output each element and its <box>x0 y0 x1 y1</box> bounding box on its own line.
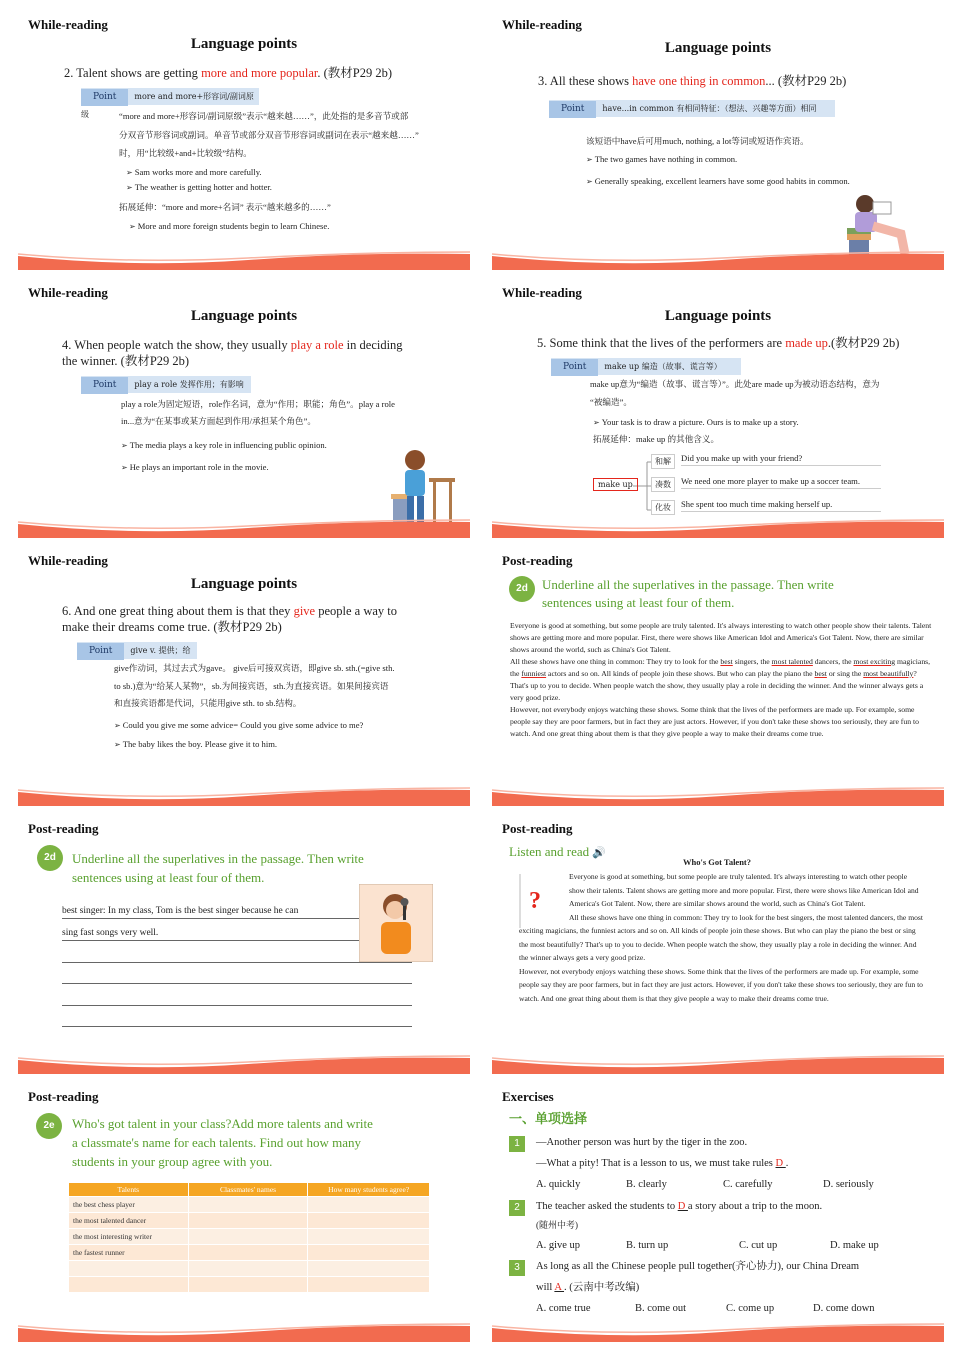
mindmap-example: She spent too much time making herself up. <box>681 498 881 512</box>
instruction: Who's got talent in your class?Add more talents and write a classmate's name for each talents. Find out how many students in your group agree with you. <box>72 1116 373 1169</box>
heading: 3. All these shows have one thing in common... (教材P29 2b) <box>538 74 847 88</box>
body-line: to sb.)意为“给某人某物”，sb.为间接宾语，sth.为直接宾语。如果间接宾语 <box>114 681 389 691</box>
slide-title: Language points <box>664 308 772 324</box>
answer-line: sing fast songs very well. <box>62 928 159 938</box>
extension: 拓展延伸：make up 的其他含义。 <box>593 434 720 444</box>
wave-decoration <box>492 1054 944 1074</box>
talent-cell[interactable] <box>69 1261 189 1277</box>
slide-6[interactable] <box>483 544 953 806</box>
answer: D <box>775 1158 786 1169</box>
example: ➢ Sam works more and more carefully. <box>126 166 262 179</box>
section-label: Post-reading <box>502 553 573 568</box>
option[interactable]: A. give up <box>536 1240 581 1251</box>
slide-title: Language points <box>190 308 298 324</box>
slide-title: Language points <box>190 36 298 52</box>
mindmap-example: We need one more player to make up a soccer team. <box>681 475 881 489</box>
heading: 5. Some think that the lives of the performers are made up.(教材P29 2b) <box>537 336 900 350</box>
section-label: While-reading <box>28 285 108 300</box>
point-bar: Point make up 编造（故事、谎言等） <box>551 358 741 375</box>
count-cell[interactable] <box>308 1213 430 1229</box>
name-cell[interactable] <box>188 1277 308 1293</box>
wave-decoration <box>492 786 944 806</box>
body-line: 和直接宾语都是代词，只能用give sth. to sb.结构。 <box>114 698 302 708</box>
table-row <box>69 1229 430 1245</box>
speaker-icon[interactable]: 🔊 <box>592 847 607 859</box>
section-label: Exercises <box>502 1089 554 1104</box>
question-text: The teacher asked the students to D a story about a trip to the moon. <box>536 1201 823 1212</box>
example: ➢ The media plays a key role in influencing public opinion. <box>121 439 327 452</box>
option[interactable]: D. make up <box>830 1240 879 1251</box>
exercise-badge: 2e <box>36 1113 62 1139</box>
mindmap-node: 和解 <box>651 454 675 469</box>
name-cell[interactable] <box>188 1261 308 1277</box>
table-header: Classmates' names <box>188 1183 308 1197</box>
wave-decoration <box>18 1322 470 1342</box>
superlative: most talented <box>771 657 813 666</box>
paragraph: However, not everybody enjoys watching these shows. Some think that the lives of the performers are made up. For example, some people say they are poor farmers, but in fact they are just actors. However, if you don't take these shows too seriously, they are fun to watch. And one great thing about them is that they give people a way to make their dreams come true. <box>510 705 919 738</box>
mindmap-center: make up <box>593 478 638 491</box>
table-row <box>69 1261 430 1277</box>
example: ➢ More and more foreign students begin to learn Chinese. <box>129 220 329 233</box>
option[interactable]: B. clearly <box>626 1179 667 1190</box>
count-cell[interactable] <box>308 1277 430 1293</box>
question-source: (随州中考) <box>536 1220 578 1230</box>
singing-boy-illustration <box>359 884 433 962</box>
body-line: in...意为“在某事或某方面起到作用/承担某个角色”。 <box>121 416 317 426</box>
passage <box>510 620 932 740</box>
slide-3[interactable] <box>9 276 479 538</box>
question-text: As long as all the Chinese people pull together(齐心协力), our China Dream <box>536 1261 860 1272</box>
mindmap-node: 凑数 <box>651 477 675 492</box>
question-number: 1 <box>509 1136 525 1152</box>
heading-line-2: the winner. (教材P29 2b) <box>62 354 190 368</box>
writing-line[interactable] <box>62 962 412 963</box>
table-row <box>69 1277 430 1293</box>
table-row <box>69 1245 430 1261</box>
name-cell[interactable] <box>188 1197 308 1213</box>
body-line: 时，用“比较级+and+比较级”结构。 <box>119 148 252 158</box>
question-number: 3 <box>509 1260 525 1276</box>
option[interactable]: C. carefully <box>723 1179 773 1190</box>
example: ➢ The weather is getting hotter and hotter. <box>126 181 272 194</box>
wave-decoration <box>492 518 944 538</box>
paragraph: However, not everybody enjoys watching these shows. Some think that the lives of the performers are made up. For example, some people say they are poor farmers, but in fact they are just actors. However, if you don't take these shows too seriously, they are fun to watch. And one great thing about them is that they give people a way to make their dreams come true. <box>519 966 923 1003</box>
body-line: give作动词，其过去式为gave。 give后可接双宾语，即give sb. sth.(=give sth. <box>114 663 395 673</box>
answer: A <box>554 1282 565 1293</box>
superlative: best <box>720 657 733 666</box>
count-cell[interactable] <box>308 1245 430 1261</box>
superlative: most exciting <box>853 657 896 666</box>
heading: 6. And one great thing about them is that they give people a way to <box>62 604 398 618</box>
example: ➢ Your task is to draw a picture. Ours is to make up a story. <box>593 416 799 429</box>
passage-title: Who's Got Talent? <box>683 857 752 867</box>
slide-9[interactable] <box>9 1080 479 1342</box>
body-line: “more and more+形容词/副词原级”表示“越来越……”，此处指的是多音节或部 <box>119 111 409 121</box>
option[interactable]: D. come down <box>813 1303 875 1314</box>
slide-7[interactable] <box>9 812 479 1074</box>
count-cell[interactable] <box>308 1229 430 1245</box>
superlative: most beautifully <box>863 669 914 678</box>
slide-title: Language points <box>190 576 298 592</box>
mindmap-node: 化妆 <box>651 500 675 515</box>
extension: 拓展延伸：“more and more+名词” 表示“越来越多的……” <box>119 202 331 212</box>
slide-1[interactable] <box>9 8 479 270</box>
instruction: Underline all the superlatives in the passage. Then write sentences using at least four of them. <box>542 577 834 610</box>
section-label: While-reading <box>502 17 582 32</box>
section-label: While-reading <box>28 553 108 568</box>
paragraph: All these shows have one thing in common: They try to look for the best singers, the most talented dancers, the most exciting magicians, the funniest actors and so on. All kinds of people join these shows. But who can play the piano the best or sing the most beautifully? That's up to you to decide. When people watch the show, they usually play a role in deciding the winner. And the winner always gets a very good prize. <box>510 657 931 702</box>
talent-cell[interactable] <box>69 1277 189 1293</box>
example: ➢ The two games have nothing in common. <box>586 153 737 166</box>
writing-line[interactable] <box>62 1005 412 1006</box>
listen-heading: Listen and read 🔊 <box>509 844 607 859</box>
option[interactable]: B. turn up <box>626 1240 669 1251</box>
talent-cell: the most interesting writer <box>69 1229 189 1245</box>
example: ➢ Could you give me some advice= Could you give some advice to me? <box>114 719 363 732</box>
section-label: Post-reading <box>28 821 99 836</box>
wave-decoration <box>18 786 470 806</box>
table-row <box>69 1197 430 1213</box>
wave-decoration <box>492 1322 944 1342</box>
talent-cell: the most talented dancer <box>69 1213 189 1229</box>
body-line: 该短语中have后可用much, nothing, a lot等词或短语作宾语。 <box>586 136 809 146</box>
section-label: Post-reading <box>502 821 573 836</box>
talent-cell: the best chess player <box>69 1197 189 1213</box>
wave-decoration <box>18 250 470 270</box>
slide-5[interactable] <box>9 544 479 806</box>
paragraph: Everyone is good at something, but some people are truly talented. It's always interesting to watch other people show their talents. Talent shows are getting more and more popular. First, there were shows like American Idol and America's Got Talent. Now, there are similar shows around the world, such as China's Got Talent. <box>510 621 932 654</box>
paragraph: All these shows have one thing in common: They try to look for the best singers, the most talented dancers, the most exciting magicians, the funniest actors and so on. All kinds of people join these shows. But who can play the piano the best or sing the most beautifully? That's up to you to decide. When people watch the show, they usually play a role in deciding the winner. And the winner always gets a very good prize. <box>519 912 923 962</box>
answer-line: best singer: In my class, Tom is the best singer because he can <box>62 906 299 916</box>
writing-line[interactable] <box>62 983 412 984</box>
answer: D <box>677 1201 688 1212</box>
option[interactable]: A. quickly <box>536 1179 581 1190</box>
mindmap-example: Did you make up with your friend? <box>681 452 881 466</box>
talent-cell: the fastest runner <box>69 1245 189 1261</box>
body-line: make up意为“编造（故事、谎言等）”。此处are made up为被动语态结构，意为 <box>590 379 880 389</box>
section-label: While-reading <box>28 17 108 32</box>
table-header: How many students agree? <box>308 1183 430 1197</box>
slide-2[interactable] <box>483 8 953 270</box>
slide-8[interactable] <box>483 812 953 1074</box>
option[interactable]: C. come up <box>726 1303 775 1314</box>
option[interactable]: C. cut up <box>739 1240 778 1251</box>
exercise-badge: 2d <box>509 576 535 602</box>
talent-table <box>68 1182 430 1293</box>
point-bar: Point play a role 发挥作用；有影响 <box>81 376 251 393</box>
passage <box>519 870 925 1005</box>
question-number: 2 <box>509 1200 525 1216</box>
section-label: While-reading <box>502 285 582 300</box>
option[interactable]: A. come true <box>536 1303 591 1314</box>
heading: 4. When people watch the show, they usually play a role in deciding <box>62 338 403 352</box>
table-row <box>69 1213 430 1229</box>
example: ➢ He plays an important role in the movie. <box>121 461 269 474</box>
table-header: Talents <box>69 1183 189 1197</box>
body-line: play a role为固定短语，role作名词，意为“作用；职能；角色”。play a role <box>121 399 395 409</box>
superlative: best <box>814 669 827 678</box>
paragraph: Everyone is good at something, but some people are truly talented. It's always interesting to watch other people show their talents. Talent shows are getting more and more popular. First, there were shows like American Idol and America's Got Talent. Now, there are similar shows around the world, such as China's Got Talent. <box>569 872 919 908</box>
example: ➢ The baby likes the boy. Please give it to him. <box>114 738 277 751</box>
question-text: will A . (云南中考改编) <box>536 1282 640 1293</box>
exercise-badge: 2d <box>37 845 63 871</box>
count-cell[interactable] <box>308 1197 430 1213</box>
slide-4[interactable] <box>483 276 953 538</box>
slide-10[interactable] <box>483 1080 953 1342</box>
question-text: —Another person was hurt by the tiger in the zoo. <box>536 1137 748 1148</box>
option[interactable]: D. seriously <box>823 1179 874 1190</box>
point-bar: Point more and more+形容词/副词原级 <box>81 88 259 105</box>
heading: 2. Talent shows are getting more and more popular. (教材P29 2b) <box>64 66 393 80</box>
name-cell[interactable] <box>188 1245 308 1261</box>
superlative: funniest <box>521 669 547 678</box>
point-bar: Point have...in common 有相同特征：（想法、兴趣等方面）相同 <box>549 100 835 117</box>
instruction: Underline all the superlatives in the passage. Then write sentences using at least four of them. <box>72 851 364 885</box>
section-heading: 一、单项选择 <box>509 1112 588 1127</box>
slide-title: Language points <box>664 40 772 56</box>
option[interactable]: B. come out <box>635 1303 687 1314</box>
body-line: “被编造”。 <box>590 397 633 407</box>
writing-line[interactable] <box>62 1026 412 1027</box>
wave-decoration <box>18 1054 470 1074</box>
count-cell[interactable] <box>308 1261 430 1277</box>
wave-decoration <box>492 250 944 270</box>
question-text: —What a pity! That is a lesson to us, we must take rules D . <box>536 1158 789 1169</box>
section-label: Post-reading <box>28 1089 99 1104</box>
point-bar: Point give v. 提供；给 <box>77 642 197 659</box>
name-cell[interactable] <box>188 1213 308 1229</box>
question-mark-icon: ? <box>529 888 541 914</box>
body-line: 分双音节形容词或副词。单音节或部分双音节形容词或副词在表示“越来越……” <box>119 130 419 140</box>
example: ➢ Generally speaking, excellent learners have some good habits in common. <box>586 175 850 188</box>
name-cell[interactable] <box>188 1229 308 1245</box>
wave-decoration <box>18 518 470 538</box>
heading-line-2: make their dreams come true. (教材P29 2b) <box>62 620 282 634</box>
